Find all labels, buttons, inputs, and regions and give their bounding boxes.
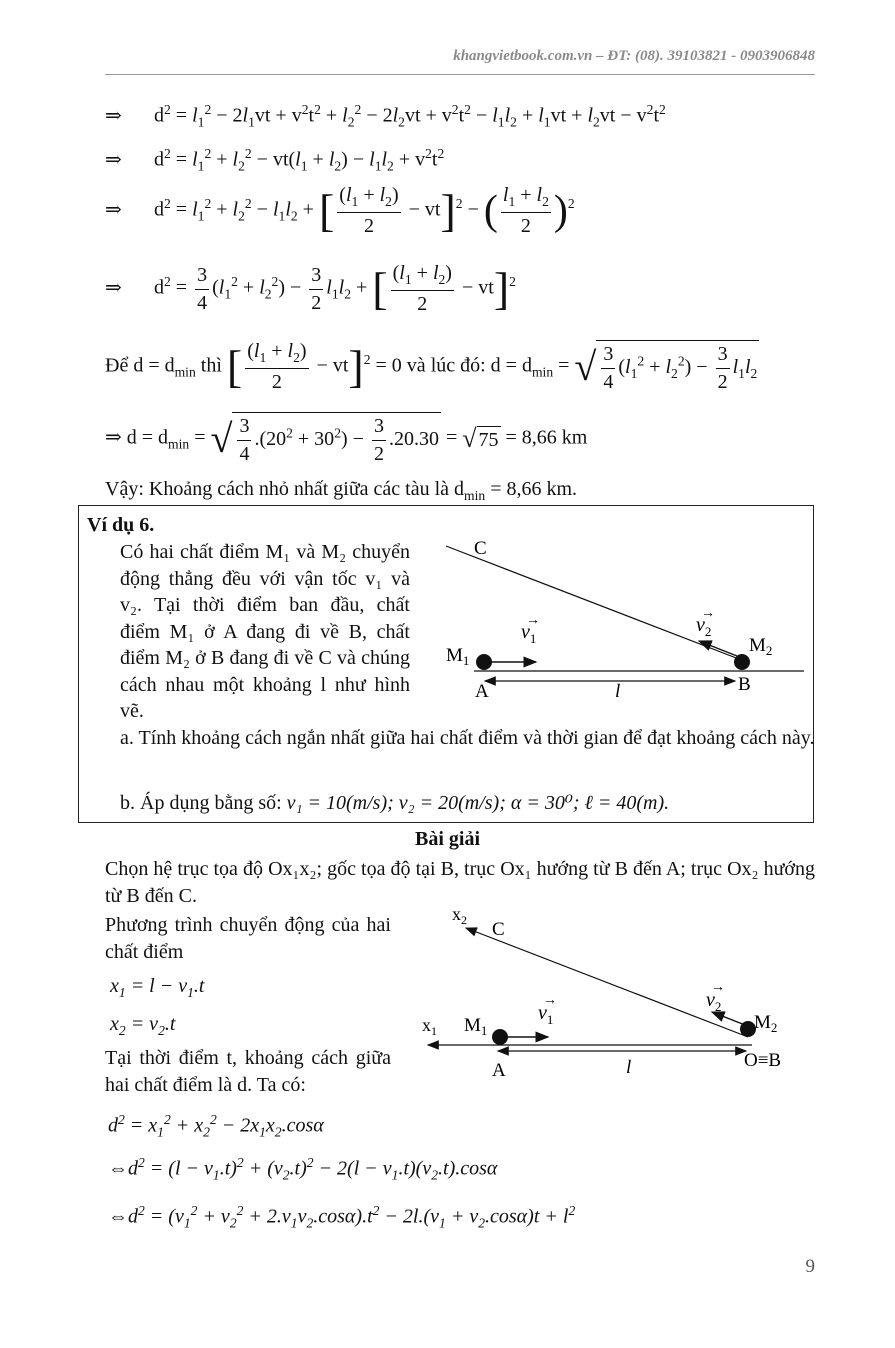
m1-label: $M_1$ bbox=[464, 1015, 488, 1038]
velocity-v2-arrow bbox=[699, 641, 737, 656]
example-part-a: a. Tính khoảng cách ngắn nhất giữa hai chất điểm và thời gian để đạt khoảng cách này. bbox=[120, 727, 815, 749]
implies-arrow: ⇒ bbox=[105, 104, 122, 127]
example-paragraph: Có hai chất điểm M₁ và M₂ chuyển động thẳng đều với vận tốc v₁ và v₂. Tại thời điểm ban đầu, chất điểm M₁ ở A đang đi về B, chất điểm M₂ ở B đang đi về C và chúng cách nhau một khoảng l như hình vẽ. bbox=[120, 541, 410, 722]
particle-m2 bbox=[734, 654, 750, 670]
equation-d-squared-quadratic: $\Leftrightarrow d^2 = (v_1^2 + v_2^2 + 2.v_1v_2.\cos\alpha).t^2 - 2l.(v_1 + v_2.\cos\alpha)t + l^2$ bbox=[108, 1203, 576, 1231]
particle-m1 bbox=[492, 1029, 508, 1045]
example-part-b: b. Áp dụng bằng số: v₁ = 10(m/s); v₂ = 20(m/s); α = 30⁰; ℓ = 40(m). bbox=[120, 792, 670, 814]
example-title: Ví dụ 6. bbox=[87, 514, 155, 536]
numeric-result-line: ⇒ $d = d_{min}$ = √ $\frac{3}{4}$ $.(20^2 + 30^2)$ − $\frac{3}{2}$ .20.30 = √ 75 = 8,66 km bbox=[105, 412, 587, 466]
v1-label: $v_1$ bbox=[538, 1002, 554, 1027]
page-number: 9 bbox=[805, 1256, 815, 1277]
example-diagram bbox=[79, 506, 815, 824]
point-b-label: B bbox=[738, 674, 751, 695]
equation-d-squared-expanded: $\Leftrightarrow d^2 = (l - v_1.t)^2 + (v_2.t)^2 - 2(l - v_1.t)(v_2.t).\cos\alpha$ bbox=[108, 1155, 498, 1183]
v2-vector-arrow-icon: → bbox=[711, 980, 725, 995]
implies-arrow: ⇒ bbox=[105, 276, 122, 299]
page-header: khangvietbook.com.vn – ĐT: (08). 39103821 - 0903906848 bbox=[453, 48, 815, 64]
implies-arrow: ⇒ bbox=[105, 148, 122, 171]
point-a-label: A bbox=[492, 1060, 506, 1081]
point-a-label: A bbox=[475, 681, 489, 702]
v2-vector-arrow-icon: → bbox=[701, 606, 715, 621]
line-bc bbox=[446, 546, 744, 661]
v2-label: $v_2$ bbox=[706, 989, 722, 1014]
m2-label: $M_2$ bbox=[749, 635, 773, 658]
solution-title: Bài giải bbox=[414, 828, 480, 850]
min-condition-line: Để $d = d_{min}$ thì [ $\frac{(l_1 + l_2)}{2}$ − vt]$^2$ = 0 và lúc đó: $d = d_{min}$ = √ $\frac{3}{4}$ $(l_1^2 + l_2^2)$ − $\frac{3}{2}$ $l_1l_2$ bbox=[105, 340, 758, 393]
equation-x1: $x_1 = l - v_1.t$ bbox=[110, 975, 205, 1000]
point-c-label: C bbox=[492, 919, 505, 940]
x2-label: $x_2$ bbox=[452, 904, 467, 927]
solution-diagram bbox=[400, 895, 820, 1095]
particle-m1 bbox=[476, 654, 492, 670]
solution-motion-text: Phương trình chuyển động của hai chất điểm bbox=[105, 914, 391, 963]
v2-label: $v_2$ bbox=[696, 614, 712, 639]
m1-label: $M_1$ bbox=[446, 645, 470, 668]
axis-x2 bbox=[466, 928, 748, 1037]
solution-intro: Chọn hệ trục tọa độ Ox₁x₂; gốc tọa độ tại B, trục Ox₁ hướng từ B đến A; trục Ox₂ hướng từ B đến C. bbox=[105, 858, 815, 907]
origin-b-label: O≡B bbox=[744, 1050, 782, 1071]
header-rule bbox=[105, 74, 815, 75]
equation-line-2: ⇒ $d^2 = l_1^2 + l_2^2 - vt(l_1 + l_2) - l_1l_2 + v^2t^2$ bbox=[105, 146, 445, 174]
equation-x2: $x_2 = v_2.t$ bbox=[110, 1013, 176, 1038]
point-c-label: C bbox=[474, 538, 487, 559]
solution-distance-text: Tại thời điểm t, khoảng cách giữa hai chất điểm là d. Ta có: bbox=[105, 1047, 391, 1096]
implies-arrow: ⇒ bbox=[105, 198, 122, 221]
equation-line-1: ⇒ $d^2 = l_1^2 - 2l_1vt + v^2t^2 + l_2^2 - 2l_2vt + v^2t^2 - l_1l_2 + l_1vt + l_2vt - v^2t^2$ bbox=[105, 102, 666, 130]
equation-d-squared: $d^2 = x_1^2 + x_2^2 - 2x_1x_2.\cos\alpha$ bbox=[108, 1112, 324, 1140]
distance-l-label: l bbox=[615, 681, 621, 702]
conclusion-line: Vậy: Khoảng cách nhỏ nhất giữa các tàu là $d_{min} = 8,66$ km. bbox=[105, 478, 578, 503]
equation-line-4: ⇒ $d^2$ = $\frac{3}{4}$ $(l_1^2 + l_2^2)$ − $\frac{3}{2}$ $l_1l_2$ + [ $\frac{(l_1 + l_2)}{2}$ − vt]$^2$ bbox=[105, 262, 516, 315]
example-box bbox=[78, 505, 814, 823]
v1-vector-arrow-icon: → bbox=[526, 613, 540, 628]
v1-label: $v_1$ bbox=[521, 621, 537, 646]
x1-label: $x_1$ bbox=[422, 1015, 437, 1038]
equation-line-3: ⇒ $d^2 = l_1^2 + l_2^2 - l_1l_2$ + [ $\frac{(l_1 + l_2)}{2}$ − vt]$^2$ − ( $\frac{l_1 + l_2}{2}$ )$^2$ bbox=[105, 184, 575, 237]
m2-label: $M_2$ bbox=[754, 1012, 778, 1035]
v1-vector-arrow-icon: → bbox=[543, 993, 557, 1008]
distance-l-label: l bbox=[626, 1057, 632, 1078]
